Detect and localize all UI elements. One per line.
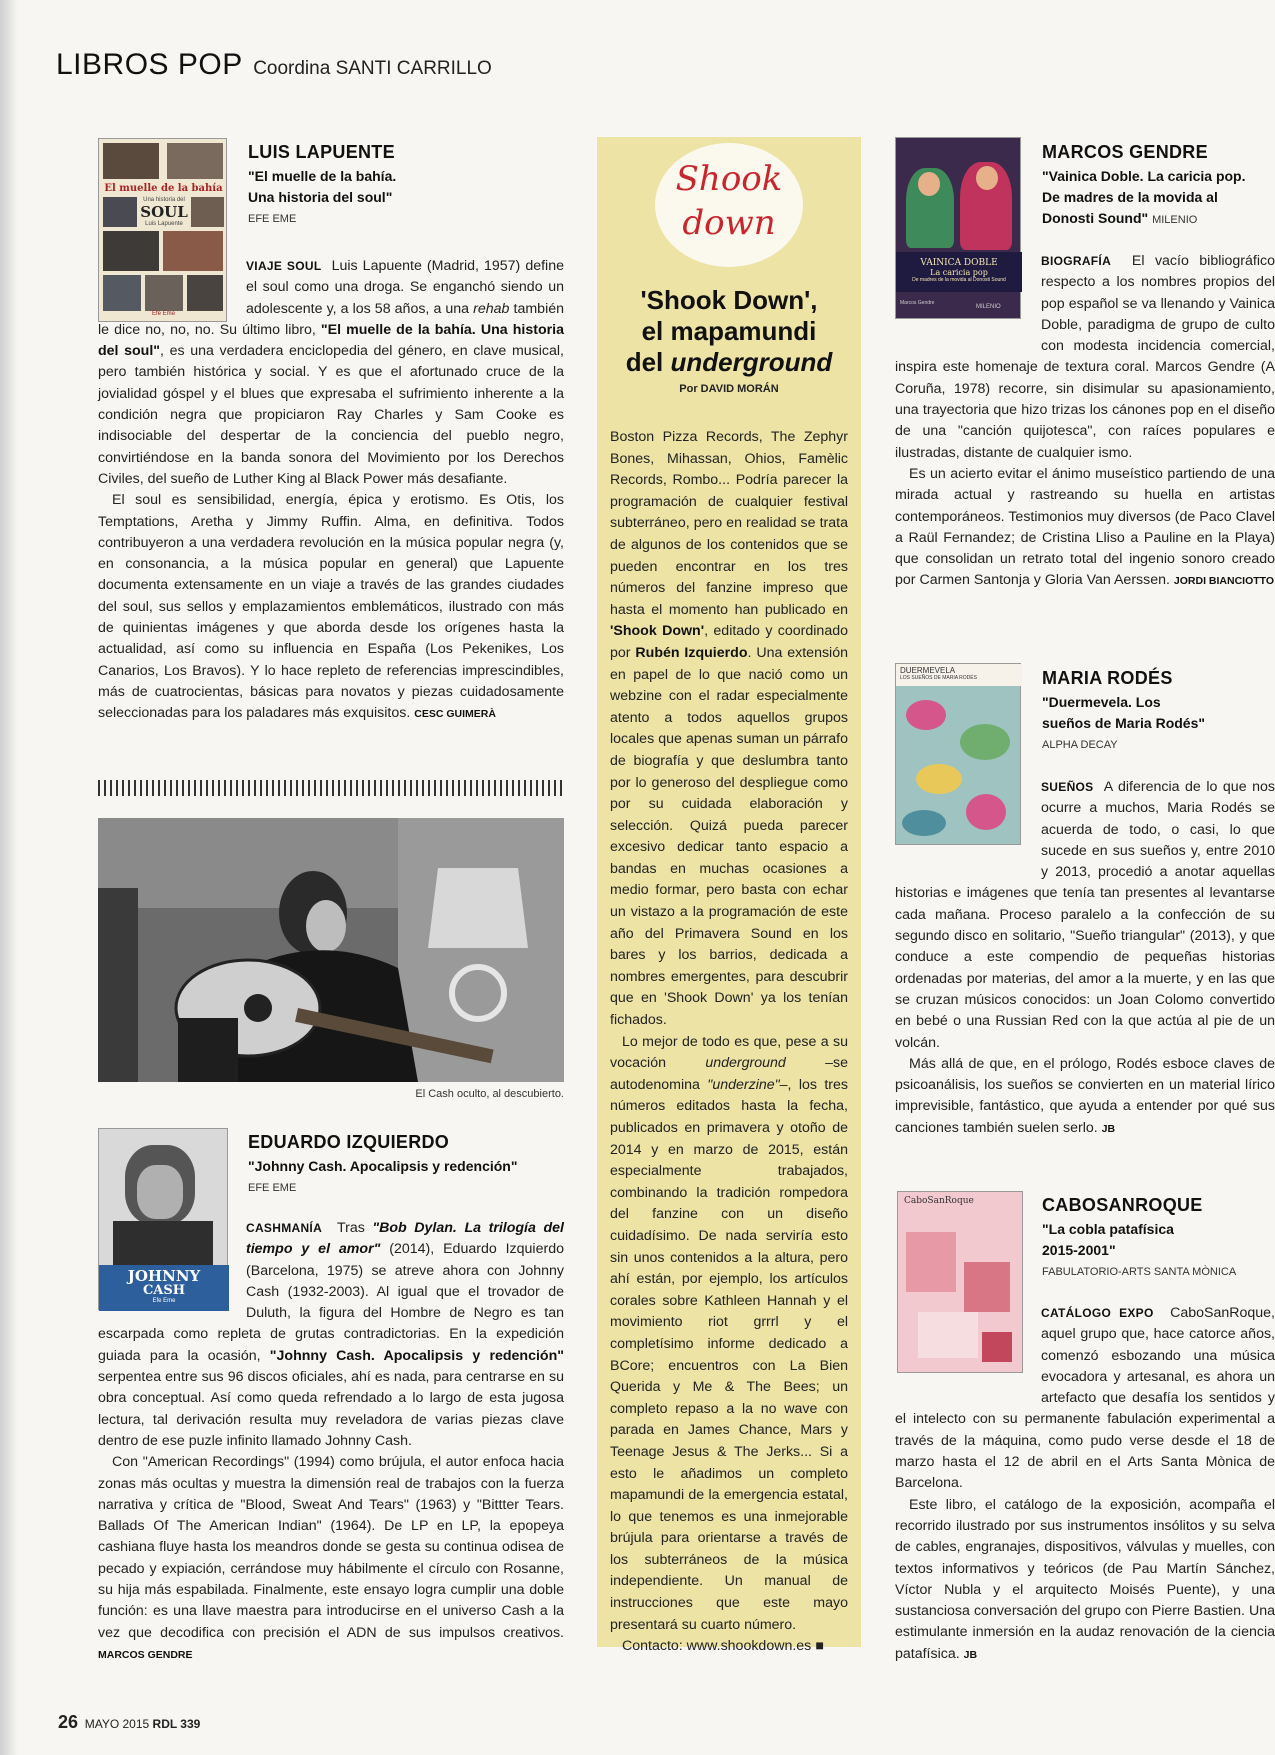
review-book-title-line2: 2015-2001" bbox=[1042, 1242, 1116, 1258]
review-text-emphasis: "Bob Dylan. La trilogía del tiempo y el amor" bbox=[246, 1220, 564, 1258]
review-text: , es una verdadera enciclopedia del género, en clave musical, pero también histórica y social. Y es que el afortunado cruce de la jovialidad góspel y el blues que expresaba el sufrimiento inherente a la condición negra que propiciaron Ray Charles y Sam Cooke es indisociable del despertar de la conciencia del pueblo negro, convirtiéndose en la banda sonora del Movimiento por los Derechos Civiles, del sueño de Luther King al Black Power más desafiante. bbox=[98, 343, 564, 487]
sidebar-text: , editado y coordinado por bbox=[610, 623, 848, 661]
magazine-issue: RDL 339 bbox=[152, 1717, 201, 1731]
review-book-title-line1: "Duermevela. Los bbox=[1042, 694, 1161, 710]
review-text: El soul es sensibilidad, energía, épica y erotismo. Es Otis, los Temptations, Aretha y Jimmy Ruffin. Alma, en definitiva. Todos contribuyeron a una verdadera revolución en la música popular negra (y, en consonancia, a la música popular en general) que Lapuente documenta extensamente en un viaje a través de las grandes ciudades del soul, sus sellos y emplazamientos emblemáticos, ilustrado con más de quinientas imágenes y que aborda desde los orígenes hasta la actualidad, así como su influencia en España (Los Pekenikes, Los Canarios, Los Bravos). Y lo hace repleto de referencias imprescindibles, más de cuatrocientas, básicas para novatos y piezas cuidadosamente seleccionadas para los paladares más exquisitos. bbox=[98, 492, 564, 722]
review-text: A diferencia de lo que nos ocurre a muchos, Maria Rodés se acuerda de todo, o casi, lo que sucede en sus sueños y, entre 2010 y 2013, procedió a anotar aquellas historias e imágenes que tenía tan presentes al levantarse cada mañana. Proceso paralelo a la confección de su segundo disco en solitario, "Sueño triangular" (2013), y que conduce a este compendio de pequeñas historias ordenadas por materias, del amor a la muerte, y en las que se cruzan músicos conocidos: un Joan Colomo convertido en bebé o una Russian Red con la que actúa al pie de un volcán. bbox=[895, 779, 1275, 1051]
review-publisher: FABULATORIO-ARTS SANTA MÒNICA bbox=[1042, 1266, 1237, 1278]
sidebar-text-emphasis: "underzine" bbox=[707, 1076, 780, 1093]
cover-title: VAINICA DOBLE bbox=[920, 258, 998, 268]
review-text: también le dice no, no, no. Su último libro, bbox=[98, 300, 564, 338]
cover-soul: SOUL bbox=[140, 203, 188, 221]
review-header-rodes bbox=[1042, 668, 1205, 751]
review-keyword: BIOGRAFÍA bbox=[1041, 254, 1112, 268]
shook-down-logo bbox=[655, 143, 803, 267]
review-text-highlight: "El muelle de la bahía. Una historia del soul" bbox=[98, 321, 564, 360]
review-text: (2014), Eduardo Izquierdo (Barcelona, 1975) se atreve ahora con Johnny Cash (1932-2003). Al igual que el trovador de Duluth, la figura del Hombre de Negro es tan escarpada como repleta de grutas contradictorias. En la expedición guiada para la ocasión, bbox=[98, 1241, 564, 1364]
review-text: Tras bbox=[336, 1220, 373, 1236]
review-text-emphasis: rehab bbox=[473, 300, 510, 317]
review-author: MARIA RODÉS bbox=[1042, 668, 1173, 688]
sidebar-text-highlight: 'Shook Down' bbox=[610, 623, 705, 640]
review-signature: MARCOS GENDRE bbox=[98, 1648, 193, 1661]
logo-text-line2: down bbox=[682, 203, 776, 243]
review-signature: CESC GUIMERÀ bbox=[414, 708, 496, 721]
cover-title: CaboSanRoque bbox=[904, 1196, 974, 1206]
sidebar-body bbox=[610, 427, 848, 1658]
cover-title: DUERMEVELA bbox=[900, 666, 956, 675]
cover-subtitle: Una historia del bbox=[143, 197, 185, 203]
review-body-cabosanroque bbox=[895, 1303, 1275, 1666]
johnny-cash-photo bbox=[98, 818, 564, 1082]
headline-line3-b: underground bbox=[670, 347, 833, 377]
logo-text-line1: Shook bbox=[675, 159, 783, 199]
section-coordinator: Coordina SANTI CARRILLO bbox=[253, 58, 492, 79]
sidebar-contact: Contacto: www.shookdown.es ■ bbox=[622, 1638, 824, 1655]
review-author: CABOSANROQUE bbox=[1042, 1195, 1203, 1215]
review-signature: JB bbox=[1101, 1122, 1116, 1135]
review-author: EDUARDO IZQUIERDO bbox=[248, 1132, 450, 1152]
section-title: LIBROS POP bbox=[56, 48, 243, 81]
page-footer bbox=[58, 1712, 200, 1733]
review-body-lapuente bbox=[98, 256, 564, 726]
review-signature: JORDI BIANCIOTTO bbox=[1173, 575, 1275, 588]
review-text: serpentea entre sus 96 discos oficiales, ahí es nada, para centrarse en su obra conceptual. Así como queda refrendado a lo largo de esta jugosa lectura, tal derivación resulta muy reveladora de varias piezas clave dentro de ese puzle infinito llamado Johnny Cash. bbox=[98, 1369, 564, 1449]
sidebar-text-highlight: Rubén Izquierdo bbox=[635, 644, 748, 661]
review-header-lapuente bbox=[248, 142, 396, 225]
headline-line2: el mapamundi bbox=[641, 316, 817, 346]
sidebar-text: . Una extensión en papel de lo que nació como un webzine con el radar especialmente atento a todos aquellos grupos locales que apenas suman un párrafo de biografía y que deslumbra tanto por lo generoso del despliegue como por su cuidada elaboración y selección. Quizá pueda parecer excesivo dedicar tanto espacio a bandas en muchas ocasiones a medio formar, pero basta con echar un vistazo a la programación de este año del Primavera Sound en los bares y los barrios, dedicada a nombres emergentes, para descubrir que en 'Shook Down' ya los tenían fichados. bbox=[610, 644, 848, 1029]
cover-publisher: Efe Eme bbox=[152, 1298, 176, 1304]
cover-cash: CASH bbox=[142, 1283, 186, 1298]
cover-tagline: De madres de la movida al Donosti Sound bbox=[912, 277, 1006, 283]
review-book-title: "Johnny Cash. Apocalipsis y redención" bbox=[248, 1158, 518, 1174]
review-book-title-line3 bbox=[1042, 208, 1246, 231]
headline-line3-a: del bbox=[625, 347, 671, 377]
review-author: MARCOS GENDRE bbox=[1042, 142, 1208, 162]
review-text: Luis Lapuente (Madrid, 1957) define el soul como una droga. Se enganchó siendo un adolescente y, a los 58 años, a una bbox=[246, 258, 564, 317]
review-book-title-line2: sueños de Maria Rodés" bbox=[1042, 715, 1206, 731]
sidebar-headline bbox=[607, 285, 851, 378]
review-text: Con "American Recordings" (1994) como brújula, el autor enfoca hacia zonas más ocultas y muestra la dimensión real de trabajos con la fuerza narrativa y crítica de "Blood, Sweat And Tears" (1963) y "Bittter Tears. Ballads Of The American Indian" (1964). De LP en LP, la epopeya cashiana fluye hasta los meandros donde se gesta su continua odisea de pecado y expiación, cerrándose muy hábilmente el círculo con Rosanne, su hija más espabilada. Finalmente, este ensayo logra cumplir una doble función: es una llave maestra para introducirse en el universo Cash a la vez que decodifica con precisión el ADN de sus impulsos creativos. bbox=[98, 1454, 564, 1641]
review-text: Más allá de que, en el prólogo, Rodés esboce claves de psicoanálisis, los sueños se convierten en un material lírico imprevisible, fantástico, que ayuda a entender por qué sus canciones también suelen serlo. bbox=[895, 1055, 1275, 1136]
sidebar-byline: Por DAVID MORÁN bbox=[679, 383, 779, 395]
review-text: El vacío bibliográfico respecto a los nombres propios del pop español se va llenando y Vainica Doble, paradigma de grupo de culto con modesta incidencia comercial, inspira este homenaje de textura coral. Marcos Gendre (A Coruña, 1978) recorre, sin disimular su apasionamiento, una trayectoria que hizo trizas los cánones pop en el diseño de una "canción quijotesca", con raíces populares e ilustradas, distante de cualquier ismo. bbox=[895, 253, 1275, 461]
decorative-rule bbox=[98, 780, 564, 796]
review-book-title-line3-text: Donosti Sound" bbox=[1042, 210, 1149, 226]
headline-line1: 'Shook Down', bbox=[640, 285, 818, 315]
review-body-gendre bbox=[895, 251, 1275, 593]
review-book-title-line1: "La cobla patafísica bbox=[1042, 1221, 1174, 1237]
review-body-izquierdo bbox=[98, 1218, 564, 1666]
review-publisher: EFE EME bbox=[248, 213, 297, 225]
cover-title: El muelle de la bahía bbox=[104, 183, 223, 194]
page-spine-shadow bbox=[0, 0, 18, 1755]
review-text: Este libro, el catálogo de la exposición, acompaña el recorrido ilustrado por sus instrumentos insólitos y su selva de cables, engranajes, dispositivos, válvulas y muelles, con textos informativos y teóricos (de Pau Martín Sánchez, Víctor Nubla y el arquitecto Moisés Puente), y una sustanciosa conversación del grupo con Pierre Bastien. Una estimulante inmersión en la audaz renovación de la ciencia patafísica. bbox=[895, 1496, 1275, 1662]
review-author: LUIS LAPUENTE bbox=[248, 142, 395, 162]
sidebar-text: –se autodenomina bbox=[610, 1055, 848, 1093]
review-text: Es un acierto evitar el ánimo museístico partiendo de una mirada actual y rastreando su huella en artistas contemporáneos. Testimonios muy diversos (de Paco Clavel a Raül Fernandez; de Cristina Lliso a Pauline en la Playa) que consolidan un retrato total del ingenio sonoro creado por Carmen Santonja y Gloria Van Aerssen. bbox=[895, 465, 1275, 589]
review-book-title-line1: "Vainica Doble. La caricia pop. bbox=[1042, 168, 1246, 184]
photo-caption: El Cash oculto, al descubierto. bbox=[415, 1088, 564, 1100]
review-text: CaboSanRoque, aquel grupo que, hace catorce años, comenzó esbozando una música evocadora y artesanal, es ahora un artefacto que desafía los sentidos y el intelecto con su permanente fabulación experimental a través de la máquina, como pudo verse desde el 18 de marzo hasta el 12 de abril en el Arts Santa Mònica de Barcelona. bbox=[895, 1305, 1275, 1492]
issue-date: MAYO 2015 bbox=[84, 1717, 150, 1731]
cover-subtitle: La caricia pop bbox=[930, 268, 988, 277]
review-signature: JB bbox=[963, 1648, 978, 1661]
sidebar-text: –, los tres números editados hasta la fecha, publicados en primavera y otoño de 2014 y en marzo de 2015, están especialmente trabajados, combinando la tradición rompedora del fanzine con un diseño cuidadísimo. De nada serviría esto sin unos contenidos a la altura, pero ahí están, por ejemplo, los artículos corales sobre Kathleen Hannah y el movimiento riot grrrl y el completísimo informe dedicado a BCore; encuentros con La Bien Querida y Me & The Bees; un completo repaso a la no wave con parada en James Chance, Mars y Teenage Jesus & The Jerks... Si a esto le añadimos un completo mapamundi de la emergencia estatal, lo que tenemos es una inmejorable brújula para orientarse a través de los subterráneos de la música independiente. Un manual de instrucciones que este mayo presentará su cuarto número. bbox=[610, 1076, 848, 1633]
headline-line3 bbox=[607, 347, 851, 378]
sidebar-text: Lo mejor de todo es que, pese a su vocación bbox=[610, 1033, 848, 1072]
review-header-gendre bbox=[1042, 142, 1246, 231]
photo-illustration bbox=[98, 818, 564, 1082]
review-keyword: CATÁLOGO EXPO bbox=[1041, 1306, 1154, 1320]
review-keyword: SUEÑOS bbox=[1041, 780, 1094, 794]
review-keyword: VIAJE SOUL bbox=[246, 259, 322, 273]
cover-author: Marcos Gendre bbox=[900, 300, 935, 306]
sidebar-text-emphasis: underground bbox=[705, 1055, 786, 1072]
cover-author: Luis Lapuente bbox=[145, 221, 183, 227]
review-book-title-line2: Una historia del soul" bbox=[248, 189, 393, 205]
review-publisher: ALPHA DECAY bbox=[1042, 739, 1118, 751]
review-text-highlight: "Johnny Cash. Apocalipsis y redención" bbox=[269, 1347, 564, 1364]
page-header bbox=[56, 48, 492, 82]
review-book-title-line1: "El muelle de la bahía. bbox=[248, 168, 397, 184]
sidebar-shook-down bbox=[597, 137, 861, 1655]
review-publisher: MILENIO bbox=[1152, 214, 1198, 226]
cover-subtitle: LOS SUEÑOS DE MARIA RODÉS bbox=[900, 675, 977, 681]
cover-johnny: JOHNNY bbox=[127, 1267, 201, 1285]
review-book-title-line2: De madres de la movida al bbox=[1042, 189, 1218, 205]
review-header-izquierdo bbox=[248, 1132, 518, 1194]
review-body-rodes bbox=[895, 777, 1275, 1140]
page-number: 26 bbox=[58, 1712, 79, 1732]
review-header-cabosanroque bbox=[1042, 1195, 1236, 1278]
cover-publisher: Efe Eme bbox=[151, 311, 175, 317]
review-publisher: EFE EME bbox=[248, 1182, 297, 1194]
sidebar-text: Boston Pizza Records, The Zephyr Bones, Mihassan, Ohios, Famèlic Records, Rombo... Podría parecer la programación de cualquier festival subterráneo, pero en realidad se trata de algunos de los contenidos que se pueden encontrar en los tres números del fanzine impreso que hasta el momento han publicado en bbox=[610, 429, 848, 618]
review-keyword: CASHMANÍA bbox=[246, 1221, 323, 1235]
cover-publisher: MILENIO bbox=[976, 304, 1001, 310]
